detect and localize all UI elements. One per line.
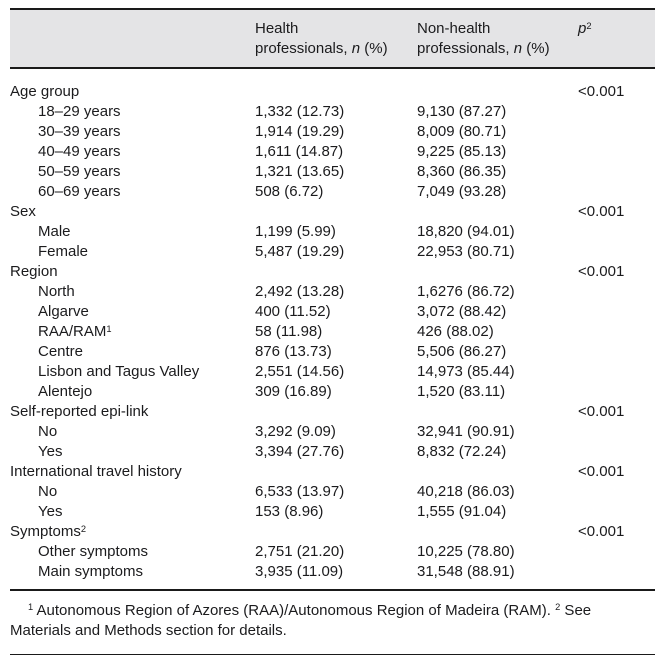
row-label: Algarve xyxy=(38,303,89,320)
non-health-professionals-value: 10,225 (78.80) xyxy=(417,543,515,560)
health-professionals-value: 876 (13.73) xyxy=(255,343,332,360)
comparison-table xyxy=(10,8,655,655)
row-label: Symptoms$^2$ xyxy=(10,523,87,540)
health-professionals-value: 2,492 (13.28) xyxy=(255,283,345,300)
non-health-professionals-value: 18,820 (94.01) xyxy=(417,223,515,240)
header-nonhealth-n: n xyxy=(513,40,523,57)
row-label: North xyxy=(38,283,75,300)
non-health-professionals-value: 9,225 (85.13) xyxy=(417,143,507,160)
p-value xyxy=(578,342,655,362)
non-health-professionals-value xyxy=(417,402,578,422)
table-row xyxy=(10,162,655,182)
health-professionals-value: 58 (11.98) xyxy=(255,323,323,340)
footnote-superscript-1: 1 xyxy=(28,602,34,613)
table-header xyxy=(10,10,655,67)
health-professionals-value: 3,394 (27.76) xyxy=(255,443,345,460)
non-health-professionals-value xyxy=(417,202,578,222)
row-label: Female xyxy=(38,243,89,260)
p-value: <0.001 xyxy=(578,83,625,100)
table-row xyxy=(10,482,655,502)
table-row xyxy=(10,82,655,102)
row-label: No xyxy=(38,423,58,440)
header-nonhealth-suffix: (%) xyxy=(522,40,550,57)
non-health-professionals-value: 426 (88.02) xyxy=(417,323,494,340)
p-value: <0.001 xyxy=(578,403,625,420)
p-value xyxy=(578,302,655,322)
non-health-professionals-value xyxy=(417,82,578,102)
row-label: Age group xyxy=(10,83,80,100)
p-value: <0.001 xyxy=(578,203,625,220)
row-label: 40–49 years xyxy=(38,143,121,160)
row-label: 60–69 years xyxy=(38,183,121,200)
p-value xyxy=(578,222,655,242)
header-health-suffix: (%) xyxy=(360,40,388,57)
table-row xyxy=(10,122,655,142)
table-row xyxy=(10,362,655,382)
row-label: Alentejo xyxy=(38,383,93,400)
table-row xyxy=(10,302,655,322)
header-p-superscript: 2 xyxy=(586,20,592,31)
row-label: Male xyxy=(38,223,71,240)
table-row xyxy=(10,562,655,582)
health-professionals-value: 5,487 (19.29) xyxy=(255,243,345,260)
row-label: Self-reported epi-link xyxy=(10,403,149,420)
p-value xyxy=(578,562,655,582)
table-row xyxy=(10,102,655,122)
table-row xyxy=(10,262,655,282)
row-label: Main symptoms xyxy=(38,563,144,580)
non-health-professionals-value: 8,360 (86.35) xyxy=(417,163,507,180)
non-health-professionals-value: 1,520 (83.11) xyxy=(417,383,506,400)
row-label: 18–29 years xyxy=(38,103,121,120)
p-value xyxy=(578,442,655,462)
table-row xyxy=(10,422,655,442)
non-health-professionals-value xyxy=(417,462,578,482)
row-label-superscript: 1 xyxy=(106,323,112,334)
health-professionals-value xyxy=(255,522,417,542)
non-health-professionals-value: 3,072 (88.42) xyxy=(417,303,507,320)
non-health-professionals-value: 8,832 (72.24) xyxy=(417,443,507,460)
header-health-n: n xyxy=(351,40,361,57)
header-nonhealth-line1: Non-health xyxy=(417,20,491,37)
non-health-professionals-value: 7,049 (93.28) xyxy=(417,183,507,200)
p-value xyxy=(578,282,655,302)
non-health-professionals-value: 40,218 (86.03) xyxy=(417,483,515,500)
health-professionals-value: 3,292 (9.09) xyxy=(255,423,336,440)
health-professionals-value: 1,611 (14.87) xyxy=(255,143,344,160)
header-nonhealth-professionals xyxy=(417,19,578,67)
p-value xyxy=(578,242,655,262)
table-row xyxy=(10,202,655,222)
health-professionals-value xyxy=(255,202,417,222)
p-value xyxy=(578,382,655,402)
p-value xyxy=(578,122,655,142)
non-health-professionals-value: 31,548 (88.91) xyxy=(417,563,515,580)
p-value: <0.001 xyxy=(578,463,625,480)
non-health-professionals-value: 8,009 (80.71) xyxy=(417,123,507,140)
p-value xyxy=(578,542,655,562)
table-row xyxy=(10,222,655,242)
p-value xyxy=(578,322,655,342)
row-label: Yes xyxy=(38,503,63,520)
row-label: Centre xyxy=(38,343,84,360)
table-row xyxy=(10,542,655,562)
p-value xyxy=(578,362,655,382)
table-row xyxy=(10,442,655,462)
p-value xyxy=(578,162,655,182)
health-professionals-value: 3,935 (11.09) xyxy=(255,563,344,580)
health-professionals-value: 153 (8.96) xyxy=(255,503,324,520)
row-label: 50–59 years xyxy=(38,163,121,180)
table-row xyxy=(10,182,655,202)
table-body xyxy=(10,69,655,589)
non-health-professionals-value: 1,6276 (86.72) xyxy=(417,283,515,300)
p-value xyxy=(578,422,655,442)
health-professionals-value: 309 (16.89) xyxy=(255,383,332,400)
health-professionals-value: 400 (11.52) xyxy=(255,303,331,320)
row-label-superscript: 2 xyxy=(80,523,87,534)
table-row xyxy=(10,282,655,302)
health-professionals-value xyxy=(255,462,417,482)
p-value xyxy=(578,502,655,522)
table-row xyxy=(10,462,655,482)
p-value: <0.001 xyxy=(578,263,625,280)
health-professionals-value xyxy=(255,402,417,422)
health-professionals-value: 1,199 (5.99) xyxy=(255,223,336,240)
health-professionals-value: 1,332 (12.73) xyxy=(255,103,345,120)
row-label: 30–39 years xyxy=(38,123,121,140)
p-value xyxy=(578,182,655,202)
table-row xyxy=(10,342,655,362)
p-value xyxy=(578,142,655,162)
non-health-professionals-value: 14,973 (85.44) xyxy=(417,363,515,380)
health-professionals-value: 2,551 (14.56) xyxy=(255,363,345,380)
footnote-superscript-2: 2 xyxy=(555,602,561,613)
non-health-professionals-value xyxy=(417,522,578,542)
p-value: <0.001 xyxy=(578,523,625,540)
health-professionals-value: 2,751 (21.20) xyxy=(255,543,345,560)
header-health-line1: Health xyxy=(255,20,299,37)
table-row xyxy=(10,242,655,262)
footnote-text-1: Autonomous Region of Azores (RAA)/Autonomous Region of Madeira (RAM). xyxy=(33,601,556,619)
p-value xyxy=(578,102,655,122)
non-health-professionals-value xyxy=(417,262,578,282)
table-row xyxy=(10,522,655,542)
table-row xyxy=(10,322,655,342)
header-nonhealth-line2: professionals, xyxy=(417,40,514,57)
non-health-professionals-value: 9,130 (87.27) xyxy=(417,103,507,120)
health-professionals-value xyxy=(255,82,417,102)
page-bottom-rule xyxy=(10,654,655,656)
non-health-professionals-value: 5,506 (86.27) xyxy=(417,343,507,360)
health-professionals-value xyxy=(255,262,417,282)
table-row xyxy=(10,502,655,522)
table-row xyxy=(10,142,655,162)
header-row-label-column xyxy=(10,19,255,67)
table-footnote xyxy=(10,591,655,654)
row-label: No xyxy=(38,483,58,500)
row-label: International travel history xyxy=(10,463,182,480)
header-health-line2: professionals, xyxy=(255,40,352,57)
table-row xyxy=(10,402,655,422)
header-p-label: p xyxy=(578,20,587,37)
p-value xyxy=(578,482,655,502)
row-label: Sex xyxy=(10,203,36,220)
row-label: Yes xyxy=(38,443,63,460)
health-professionals-value: 6,533 (13.97) xyxy=(255,483,345,500)
row-label: RAA/RAM$^1$ xyxy=(38,323,112,340)
table-row xyxy=(10,382,655,402)
health-professionals-value: 508 (6.72) xyxy=(255,183,324,200)
non-health-professionals-value: 32,941 (90.91) xyxy=(417,423,515,440)
header-p-value-column xyxy=(578,19,655,67)
non-health-professionals-value: 1,555 (91.04) xyxy=(417,503,507,520)
header-health-professionals xyxy=(255,19,417,67)
non-health-professionals-value: 22,953 (80.71) xyxy=(417,243,515,260)
row-label: Other symptoms xyxy=(38,543,149,560)
health-professionals-value: 1,914 (19.29) xyxy=(255,123,345,140)
footnote-text-2: See Materials and Methods section for details. xyxy=(10,601,592,639)
row-label: Lisbon and Tagus Valley xyxy=(38,363,200,380)
health-professionals-value: 1,321 (13.65) xyxy=(255,163,345,180)
row-label: Region xyxy=(10,263,58,280)
